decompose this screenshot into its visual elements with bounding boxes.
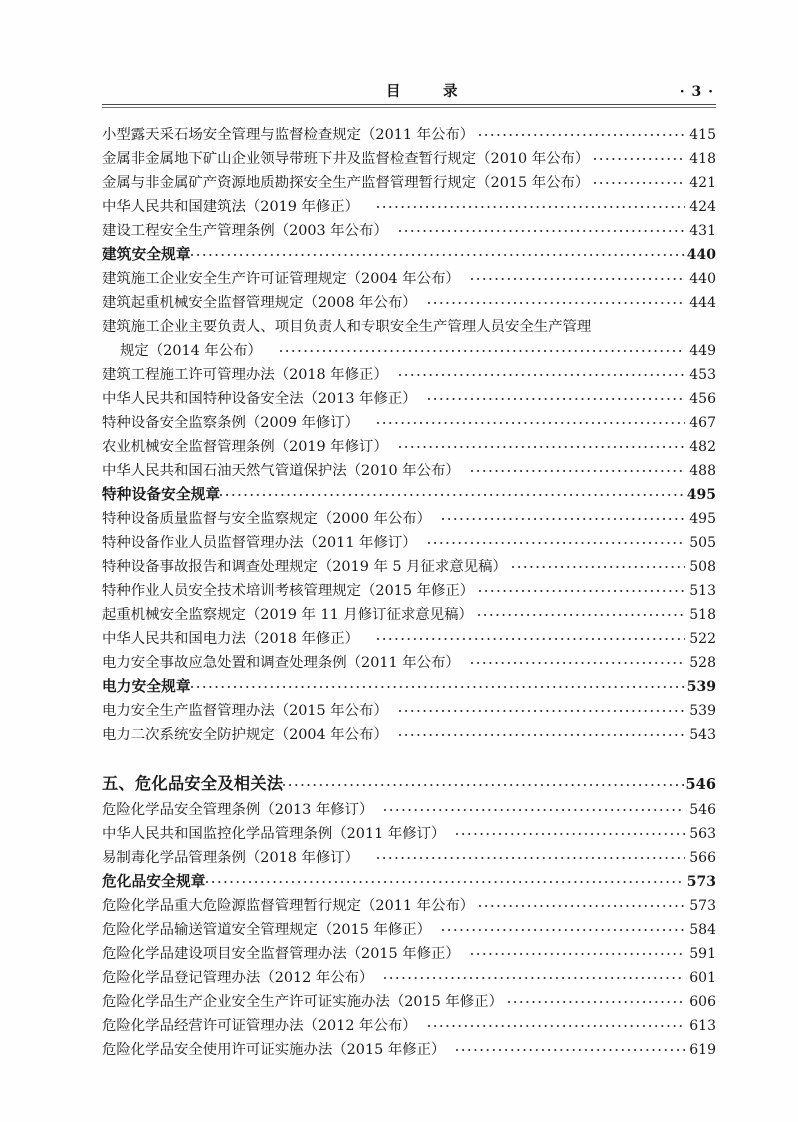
toc-entry-title: 危险化学品登记管理办法（2012 年公布） — [102, 970, 374, 987]
toc-entry-title: 五、危化品安全及相关法 — [102, 774, 284, 794]
toc-entry[interactable] — [102, 507, 716, 531]
toc-entry-page-number: 619 — [689, 1042, 716, 1059]
toc-entry[interactable] — [102, 603, 716, 627]
toc-entry-title: 电力二次系统安全防护规定（2004 年公布） — [102, 727, 388, 744]
header-rule — [102, 104, 716, 108]
toc-entry-page-number: 513 — [689, 583, 716, 600]
toc-leader-dots — [512, 557, 685, 571]
toc-entry-title: 中华人民共和国建筑法（2019 年修正） — [102, 199, 360, 216]
toc-entry-page-number: 456 — [689, 391, 716, 408]
page-folio: · 3 · — [679, 84, 714, 100]
toc-leader-dots — [594, 149, 685, 163]
toc-entry-title: 中华人民共和国石油天然气管道保护法（2010 年公布） — [102, 463, 460, 480]
toc-entry-page-number: 528 — [689, 655, 716, 672]
toc-entry-title: 中华人民共和国特种设备安全法（2013 年修正） — [102, 391, 417, 408]
toc-leader-dots — [384, 800, 685, 814]
toc-leader-dots — [456, 1040, 685, 1054]
running-head — [102, 80, 716, 102]
toc-section-heading[interactable] — [102, 243, 716, 267]
toc-entry-page-number: 424 — [689, 199, 716, 216]
toc-leader-dots — [399, 725, 685, 739]
toc-leader-dots — [442, 509, 685, 523]
toc-entry[interactable] — [102, 822, 716, 846]
toc-entry-title: 建筑施工企业主要负责人、项目负责人和专职安全生产管理人员安全生产管理 — [102, 319, 592, 336]
toc-leader-dots — [280, 341, 685, 355]
toc-leader-dots — [399, 365, 685, 379]
toc-leader-dots — [479, 896, 685, 910]
toc-entry-title: 危险化学品重大危险源监督管理暂行规定（2011 年公布） — [102, 898, 475, 915]
toc-leader-dots — [471, 944, 685, 958]
toc-entry-page-number: 543 — [689, 727, 716, 744]
toc-entry[interactable] — [102, 555, 716, 579]
toc-leader-dots — [399, 437, 685, 451]
toc-leader-dots — [594, 173, 685, 187]
toc-entry[interactable] — [102, 846, 716, 870]
toc-entry-page-number: 449 — [689, 343, 716, 360]
toc-entry-title: 危险化学品生产企业安全生产许可证实施办法（2015 年修正） — [102, 994, 503, 1011]
toc-part-heading[interactable] — [102, 771, 716, 798]
toc-entry-title: 危险化学品安全使用许可证实施办法（2015 年修正） — [102, 1042, 446, 1059]
toc-entry[interactable] — [102, 459, 716, 483]
toc-entry-page-number: 601 — [689, 970, 716, 987]
toc-entry-page-number: 563 — [689, 826, 716, 843]
toc-entry-page-number: 495 — [686, 487, 716, 504]
toc-entry-title: 金属与非金属矿产资源地质勘探安全生产监督管理暂行规定（2015 年公布） — [102, 175, 590, 192]
toc-entry-title: 易制毒化学品管理条例（2018 年修订） — [102, 850, 360, 867]
toc-entry-title: 危化品安全规章 — [102, 873, 206, 891]
toc-entry-page-number: 418 — [689, 151, 716, 168]
toc-entry-page-number: 495 — [689, 511, 716, 528]
toc-leader-dots — [479, 125, 685, 139]
toc-entry[interactable] — [102, 171, 716, 195]
toc-leader-dots — [442, 920, 685, 934]
toc-leader-dots — [377, 848, 685, 862]
toc-entry[interactable] — [102, 627, 716, 651]
toc-leader-dots — [191, 245, 685, 259]
toc-entry-title: 特种设备事故报告和调查处理规定（2019 年 5 月征求意见稿） — [102, 559, 507, 576]
toc-entry-title: 特种设备安全规章 — [102, 486, 221, 504]
toc-entry[interactable] — [102, 339, 716, 363]
toc-entry-page-number: 508 — [689, 559, 716, 576]
toc-entry-page-number: 415 — [689, 127, 716, 144]
toc-entry-title: 电力安全规章 — [102, 678, 191, 696]
toc-entry[interactable] — [102, 147, 716, 171]
toc-entry-title: 危险化学品经营许可证管理办法（2012 年公布） — [102, 1018, 417, 1035]
toc-entry-page-number: 613 — [689, 1018, 716, 1035]
toc-entry-title: 电力安全事故应急处置和调查处理条例（2011 年公布） — [102, 655, 460, 672]
toc-entry-title: 建设工程安全生产管理条例（2003 年公布） — [102, 223, 388, 240]
toc-entry-page-number: 453 — [689, 367, 716, 384]
toc-entry-page-number: 467 — [689, 415, 716, 432]
toc-entry-title: 特种设备作业人员监督管理办法（2011 年修订） — [102, 535, 417, 552]
toc-leader-dots — [377, 197, 685, 211]
toc-entry[interactable] — [102, 411, 716, 435]
toc-leader-dots — [456, 824, 685, 838]
toc-entry-page-number: 606 — [689, 994, 716, 1011]
toc-entry[interactable] — [102, 894, 716, 918]
toc-leader-dots — [471, 461, 685, 475]
toc-entry-page-number: 440 — [689, 271, 716, 288]
toc-entry[interactable] — [102, 123, 716, 147]
toc-entry[interactable] — [102, 966, 716, 990]
toc-leader-dots — [428, 293, 685, 307]
toc-entry[interactable] — [102, 918, 716, 942]
toc-entry-title: 起重机械安全监察规定（2019 年 11 月修订征求意见稿） — [102, 607, 473, 624]
toc-leader-dots — [478, 605, 685, 619]
toc-entry-page-number: 584 — [689, 922, 716, 939]
toc-entry-page-number: 440 — [686, 247, 716, 264]
toc-entry[interactable] — [102, 1014, 716, 1038]
toc-entry-page-number: 431 — [689, 223, 716, 240]
toc-leader-dots — [428, 389, 685, 403]
toc-entry[interactable] — [102, 435, 716, 459]
toc-entry-title: 金属非金属地下矿山企业领导带班下井及监督检查暂行规定（2010 年公布） — [102, 151, 590, 168]
toc-entry-page-number: 421 — [689, 175, 716, 192]
toc-entry-page-number: 566 — [689, 850, 716, 867]
toc-entry[interactable] — [102, 267, 716, 291]
toc-entry-page-number: 539 — [689, 703, 716, 720]
toc-entry-title: 建筑安全规章 — [102, 246, 191, 264]
toc-entry-title: 中华人民共和国电力法（2018 年修正） — [102, 631, 360, 648]
toc-entry-title: 危险化学品建设项目安全监督管理办法（2015 年修正） — [102, 946, 460, 963]
toc-leader-dots — [399, 701, 685, 715]
toc-entry[interactable] — [102, 387, 716, 411]
running-head-title: 目 录 — [386, 84, 472, 100]
toc-entry[interactable] — [102, 531, 716, 555]
toc-entry-title: 危险化学品输送管道安全管理规定（2015 年修正） — [102, 922, 432, 939]
toc-section-gap — [102, 747, 716, 771]
toc-entry-title: 电力安全生产监督管理办法（2015 年公布） — [102, 703, 388, 720]
toc-entry-page-number: 573 — [686, 874, 716, 891]
toc-entry-page-number: 522 — [689, 631, 716, 648]
toc-entry[interactable] — [102, 990, 716, 1014]
toc-entry-title: 建筑工程施工许可管理办法（2018 年修正） — [102, 367, 388, 384]
toc-leader-dots — [508, 992, 685, 1006]
toc-entry-page-number: 482 — [689, 439, 716, 456]
toc-entry[interactable] — [102, 942, 716, 966]
toc-entry-title: 建筑起重机械安全监督管理规定（2008 年公布） — [102, 295, 417, 312]
toc-entry-title: 规定（2014 年公布） — [120, 343, 262, 360]
toc-entry-title: 危险化学品安全管理条例（2013 年修订） — [102, 802, 374, 819]
toc-entry[interactable] — [102, 363, 716, 387]
toc-entry-page-number: 546 — [685, 776, 716, 794]
page-content — [102, 80, 716, 1062]
toc-entry-title: 特种设备安全监察条例（2009 年修订） — [102, 415, 360, 432]
toc-entry-title: 农业机械安全监督管理条例（2019 年修订） — [102, 439, 388, 456]
toc-leader-dots — [471, 653, 685, 667]
toc-entry[interactable] — [102, 723, 716, 747]
toc-section-heading[interactable] — [102, 483, 716, 507]
table-of-contents — [102, 123, 716, 1062]
toc-leader-dots — [428, 533, 685, 547]
toc-entry[interactable] — [102, 1038, 716, 1062]
toc-entry-title-line1[interactable] — [102, 315, 716, 339]
toc-entry-page-number: 573 — [689, 898, 716, 915]
toc-entry[interactable] — [102, 651, 716, 675]
toc-leader-dots — [220, 485, 685, 499]
toc-entry-page-number: 444 — [689, 295, 716, 312]
toc-entry-page-number: 539 — [686, 679, 716, 696]
toc-entry-page-number: 591 — [689, 946, 716, 963]
toc-entry-page-number: 546 — [689, 802, 716, 819]
toc-leader-dots — [479, 581, 685, 595]
toc-section-heading[interactable] — [102, 675, 716, 699]
toc-entry[interactable] — [102, 195, 716, 219]
toc-entry[interactable] — [102, 291, 716, 315]
toc-leader-dots — [206, 872, 685, 886]
toc-section-heading[interactable] — [102, 870, 716, 894]
toc-entry-page-number: 518 — [689, 607, 716, 624]
toc-leader-dots — [384, 968, 685, 982]
toc-leader-dots — [191, 677, 685, 691]
toc-entry[interactable] — [102, 798, 716, 822]
toc-entry-page-number: 505 — [689, 535, 716, 552]
toc-entry-page-number: 488 — [689, 463, 716, 480]
toc-entry[interactable] — [102, 699, 716, 723]
toc-entry[interactable] — [102, 579, 716, 603]
toc-entry[interactable] — [102, 219, 716, 243]
toc-leader-dots — [471, 269, 685, 283]
toc-leader-dots — [283, 775, 684, 789]
toc-entry-title: 中华人民共和国监控化学品管理条例（2011 年修订） — [102, 826, 446, 843]
toc-entry-title: 特种设备质量监督与安全监察规定（2000 年公布） — [102, 511, 432, 528]
toc-entry-title: 特种作业人员安全技术培训考核管理规定（2015 年修正） — [102, 583, 475, 600]
toc-leader-dots — [377, 629, 685, 643]
toc-leader-dots — [428, 1016, 685, 1030]
toc-leader-dots — [377, 413, 685, 427]
toc-leader-dots — [399, 221, 685, 235]
toc-entry-title: 建筑施工企业安全生产许可证管理规定（2004 年公布） — [102, 271, 460, 288]
toc-entry-title: 小型露天采石场安全管理与监督检查规定（2011 年公布） — [102, 127, 475, 144]
